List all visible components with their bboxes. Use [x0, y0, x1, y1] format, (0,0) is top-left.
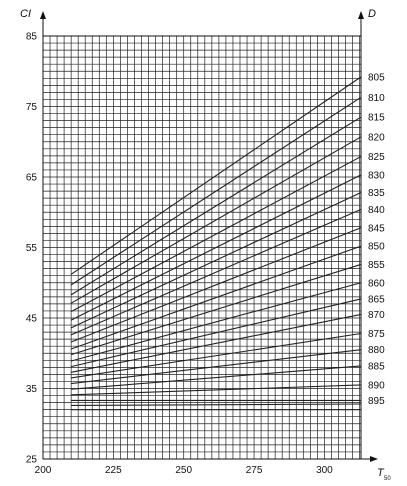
- curve-label-815: 815: [368, 112, 385, 124]
- x-tick-label: 275: [245, 465, 263, 476]
- curve-label-885: 885: [368, 361, 385, 373]
- curve-label-895: 895: [368, 395, 385, 407]
- curve-label-835: 835: [368, 188, 385, 200]
- curve-label-870: 870: [368, 309, 385, 321]
- curve-label-845: 845: [368, 223, 385, 235]
- x-tick-label: 300: [316, 465, 333, 476]
- chart-labels: [20, 8, 391, 482]
- y-tick-label: 25: [25, 454, 37, 466]
- curve-label-880: 880: [368, 345, 385, 357]
- curve-label-825: 825: [368, 152, 385, 164]
- curve-label-840: 840: [368, 204, 385, 216]
- y-tick-label: 65: [25, 172, 37, 184]
- y-axis-right-arrow: [358, 11, 364, 19]
- curve-label-805: 805: [368, 72, 385, 84]
- curve-label-890: 890: [368, 380, 385, 392]
- x-axis-arrow: [370, 456, 378, 462]
- curve-label-855: 855: [368, 259, 385, 271]
- x-tick-label: 225: [105, 465, 122, 476]
- x-tick-label: 250: [175, 465, 193, 476]
- y-tick-label: 75: [25, 102, 37, 113]
- curve-label-860: 860: [368, 278, 385, 290]
- x-axis-title-subscript: 50: [384, 476, 391, 482]
- curve-label-810: 810: [368, 92, 385, 104]
- x-tick-label: 200: [34, 465, 52, 476]
- chart-grid: [43, 36, 361, 459]
- y-tick-label: 35: [25, 384, 37, 395]
- y-tick-label: 85: [25, 31, 37, 43]
- curve-label-830: 830: [368, 170, 385, 182]
- x-axis-title: T: [377, 467, 384, 479]
- curve-label-820: 820: [368, 132, 385, 144]
- y-tick-label: 45: [25, 313, 37, 325]
- y-tick-label: 55: [25, 243, 37, 254]
- y-axis-left-arrow: [40, 11, 46, 19]
- curve-label-875: 875: [368, 329, 385, 341]
- curve-label-850: 850: [368, 241, 385, 253]
- curve-label-865: 865: [368, 294, 385, 306]
- y-axis-title: CI: [20, 8, 31, 20]
- right-axis-title: D: [368, 8, 376, 20]
